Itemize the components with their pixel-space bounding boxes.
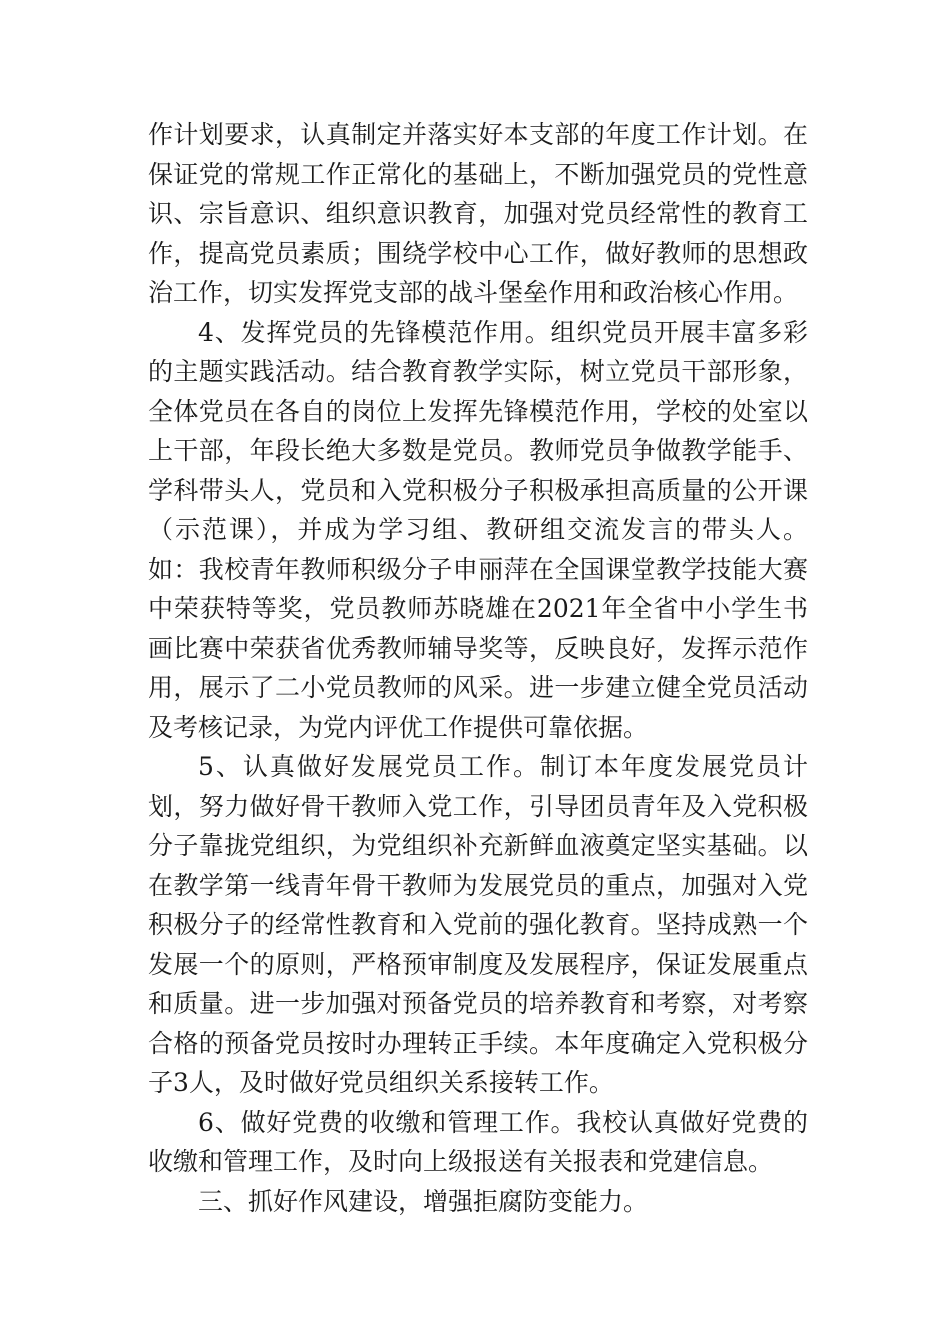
document-body	[148, 115, 808, 1221]
paragraph-item-4: 4、发挥党员的先锋模范作用。组织党员开展丰富多彩的主题实践活动。结合教育教学实际，树立党员干部形象，全体党员在各自的岗位上发挥先锋模范作用，学校的处室以上干部，年段长绝大多数是党员。教师党员争做教学能手、学科带头人，党员和入党积极分子积极承担高质量的公开课（示范课），并成为学习组、教研组交流发言的带头人。如：我校青年教师积级分子申丽萍在全国课堂教学技能大赛中荣获特等奖，党员教师苏晓雄在2021年全省中小学生书画比赛中荣获省优秀教师辅导奖等，反映良好，发挥示范作用，展示了二小党员教师的风采。进一步建立健全党员活动及考核记录，为党内评优工作提供可靠依据。	[148, 317, 808, 742]
paragraph-continuation: 作计划要求，认真制定并落实好本支部的年度工作计划。在保证党的常规工作正常化的基础上，不断加强党员的党性意识、宗旨意识、组织意识教育，加强对党员经常性的教育工作，提高党员素质；围绕学校中心工作，做好教师的思想政治工作，切实发挥党支部的战斗堡垒作用和政治核心作用。	[148, 120, 808, 307]
section-heading-3: 三、抓好作风建设，增强拒腐防变能力。	[198, 1186, 649, 1216]
paragraph-item-5: 5、认真做好发展党员工作。制订本年度发展党员计划，努力做好骨干教师入党工作，引导团员青年及入党积极分子靠拢党组织，为党组织补充新鲜血液奠定坚实基础。以在教学第一线青年骨干教师为发展党员的重点，加强对入党积极分子的经常性教育和入党前的强化教育。坚持成熟一个发展一个的原则，严格预审制度及发展程序，保证发展重点和质量。进一步加强对预备党员的培养教育和考察，对考察合格的预备党员按时办理转正手续。本年度确定入党积极分子3人，及时做好党员组织关系接转工作。	[148, 752, 808, 1097]
paragraph-item-6: 6、做好党费的收缴和管理工作。我校认真做好党费的收缴和管理工作，及时向上级报送有关报表和党建信息。	[148, 1107, 808, 1176]
